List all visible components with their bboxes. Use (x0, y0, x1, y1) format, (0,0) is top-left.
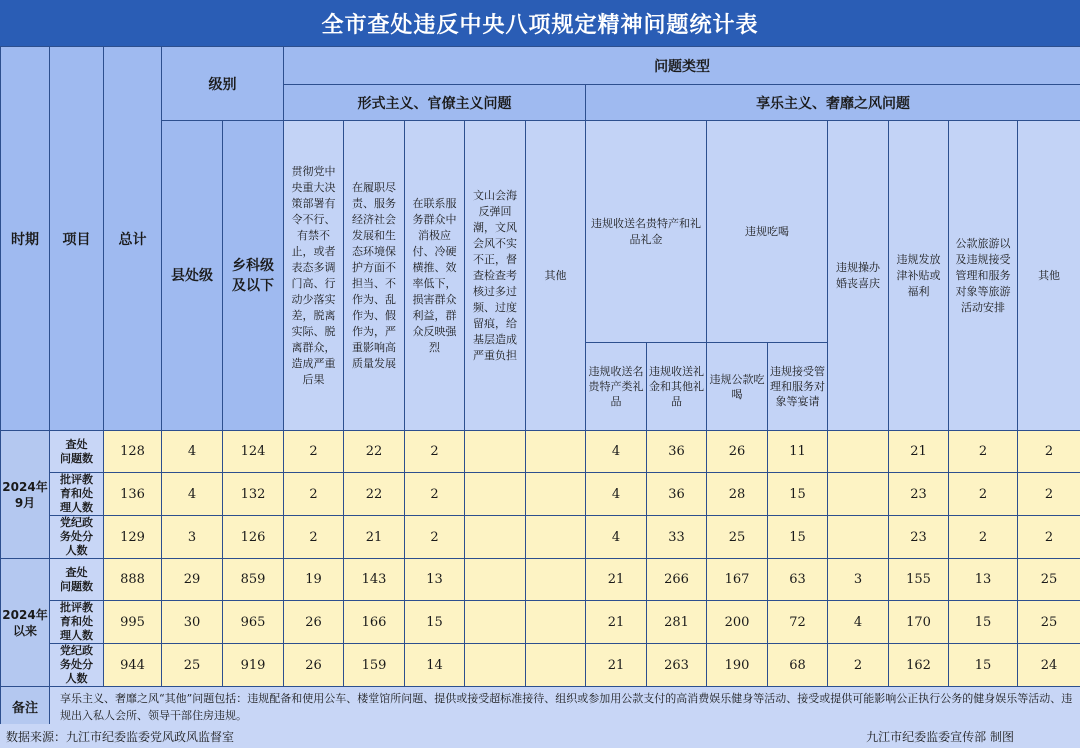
row-item-label: 党纪政 务处分 人数 (50, 516, 104, 559)
value-cell: 21 (586, 559, 647, 601)
value-cell (526, 644, 586, 687)
value-cell (526, 601, 586, 644)
value-cell (465, 601, 526, 644)
value-cell: 23 (889, 473, 949, 516)
value-cell: 2 (405, 431, 465, 473)
value-cell: 22 (344, 473, 405, 516)
header-period: 时期 (1, 47, 50, 431)
value-cell: 888 (104, 559, 162, 601)
value-cell (526, 559, 586, 601)
value-cell: 25 (162, 644, 223, 687)
value-cell: 4 (828, 601, 889, 644)
value-cell (526, 516, 586, 559)
row-item-label: 查处 问题数 (50, 559, 104, 601)
value-cell: 170 (889, 601, 949, 644)
value-cell: 859 (223, 559, 284, 601)
value-cell: 167 (707, 559, 768, 601)
header-dine: 违规吃喝 (707, 121, 828, 343)
statistics-table (0, 46, 1080, 727)
header-gift-2: 违规收送礼金和其他礼品 (647, 343, 707, 431)
value-cell (526, 431, 586, 473)
value-cell: 190 (707, 644, 768, 687)
table-body (1, 431, 1080, 687)
table-row (1, 601, 1080, 644)
value-cell: 2 (828, 644, 889, 687)
value-cell: 166 (344, 601, 405, 644)
value-cell: 72 (768, 601, 828, 644)
period-label: 2024年 9月 (1, 431, 50, 559)
value-cell: 30 (162, 601, 223, 644)
value-cell: 919 (223, 644, 284, 687)
value-cell: 124 (223, 431, 284, 473)
header-formalism-1: 贯彻党中央重大决策部署有令不行、有禁不止，或者表态多调门高、行动少落实差，脱离实际、脱离群众，造成严重后果 (284, 121, 344, 431)
value-cell: 26 (284, 644, 344, 687)
value-cell: 21 (889, 431, 949, 473)
value-cell: 2 (284, 473, 344, 516)
value-cell: 944 (104, 644, 162, 687)
header-dine-2: 违规接受管理和服务对象等宴请 (768, 343, 828, 431)
table-row (1, 559, 1080, 601)
value-cell: 126 (223, 516, 284, 559)
value-cell: 143 (344, 559, 405, 601)
page-title: 全市查处违反中央八项规定精神问题统计表 (0, 0, 1080, 46)
value-cell: 128 (104, 431, 162, 473)
value-cell: 23 (889, 516, 949, 559)
value-cell: 2 (1018, 431, 1080, 473)
data-source: 数据来源：九江市纪委监委党风政风监督室 (6, 730, 235, 744)
header-gift: 违规收送名贵特产和礼品礼金 (586, 121, 707, 343)
value-cell: 3 (828, 559, 889, 601)
value-cell: 21 (586, 644, 647, 687)
row-item-label: 批评教 育和处 理人数 (50, 473, 104, 516)
note-label: 备注 (1, 687, 50, 727)
row-item-label: 查处 问题数 (50, 431, 104, 473)
value-cell: 26 (707, 431, 768, 473)
value-cell: 13 (405, 559, 465, 601)
value-cell: 19 (284, 559, 344, 601)
value-cell: 21 (344, 516, 405, 559)
value-cell: 162 (889, 644, 949, 687)
value-cell: 36 (647, 431, 707, 473)
value-cell: 200 (707, 601, 768, 644)
row-item-label: 党纪政 务处分 人数 (50, 644, 104, 687)
value-cell: 4 (162, 473, 223, 516)
value-cell: 2 (405, 516, 465, 559)
table-row (1, 644, 1080, 687)
value-cell (465, 431, 526, 473)
value-cell (828, 473, 889, 516)
table-row (1, 431, 1080, 473)
value-cell: 129 (104, 516, 162, 559)
value-cell (465, 473, 526, 516)
value-cell: 15 (949, 601, 1018, 644)
header-hedonism: 享乐主义、奢靡之风问题 (586, 85, 1080, 121)
value-cell: 965 (223, 601, 284, 644)
value-cell: 136 (104, 473, 162, 516)
header-problem-type: 问题类型 (284, 47, 1080, 85)
value-cell: 4 (586, 516, 647, 559)
value-cell: 4 (586, 431, 647, 473)
value-cell: 36 (647, 473, 707, 516)
value-cell: 2 (284, 516, 344, 559)
header-gift-1: 违规收送名贵特产类礼品 (586, 343, 647, 431)
credit: 九江市纪委监委宣传部 制图 (866, 730, 1014, 744)
header-dine-1: 违规公款吃喝 (707, 343, 768, 431)
value-cell: 15 (768, 516, 828, 559)
value-cell: 155 (889, 559, 949, 601)
header-formalism-3: 在联系服务群众中消极应付、冷硬横推、效率低下，损害群众利益，群众反映强烈 (405, 121, 465, 431)
header-formalism-other: 其他 (526, 121, 586, 431)
value-cell: 2 (949, 473, 1018, 516)
footer (0, 724, 1080, 748)
value-cell: 15 (405, 601, 465, 644)
period-label: 2024年 以来 (1, 559, 50, 687)
value-cell: 266 (647, 559, 707, 601)
value-cell: 15 (949, 644, 1018, 687)
value-cell (828, 431, 889, 473)
value-cell: 26 (284, 601, 344, 644)
header-level-county: 县处级 (162, 121, 223, 431)
value-cell: 11 (768, 431, 828, 473)
value-cell: 2 (1018, 473, 1080, 516)
header-total: 总计 (104, 47, 162, 431)
value-cell: 22 (344, 431, 405, 473)
row-item-label: 批评教 育和处 理人数 (50, 601, 104, 644)
value-cell: 4 (586, 473, 647, 516)
value-cell (465, 644, 526, 687)
value-cell: 25 (1018, 559, 1080, 601)
value-cell: 281 (647, 601, 707, 644)
value-cell: 15 (768, 473, 828, 516)
value-cell: 2 (284, 431, 344, 473)
header-level-township: 乡科级及以下 (223, 121, 284, 431)
value-cell (465, 559, 526, 601)
value-cell (526, 473, 586, 516)
value-cell: 24 (1018, 644, 1080, 687)
value-cell: 2 (1018, 516, 1080, 559)
value-cell: 995 (104, 601, 162, 644)
header-formalism-2: 在履职尽责、服务经济社会发展和生态环境保护方面不担当、不作为、乱作为、假作为，严重影响高质量发展 (344, 121, 405, 431)
value-cell (828, 516, 889, 559)
value-cell: 63 (768, 559, 828, 601)
value-cell: 13 (949, 559, 1018, 601)
header-hedonism-other: 其他 (1018, 121, 1080, 431)
value-cell (465, 516, 526, 559)
table-row (1, 516, 1080, 559)
value-cell: 132 (223, 473, 284, 516)
value-cell: 25 (707, 516, 768, 559)
header-wedding: 违规操办婚丧喜庆 (828, 121, 889, 431)
value-cell: 33 (647, 516, 707, 559)
value-cell: 21 (586, 601, 647, 644)
header-allowance: 违规发放津补贴或福利 (889, 121, 949, 431)
value-cell: 2 (405, 473, 465, 516)
value-cell: 2 (949, 431, 1018, 473)
value-cell: 14 (405, 644, 465, 687)
table-row (1, 473, 1080, 516)
note-text: 享乐主义、奢靡之风“其他”问题包括：违规配备和使用公车、楼堂馆所问题、提供或接受超标准接待、组织或参加用公款支付的高消费娱乐健身等活动、接受或提供可能影响公正执行公务的健身娱乐等活动、违规出入私人会所、领导干部住房违规。 (50, 687, 1080, 727)
value-cell: 2 (949, 516, 1018, 559)
value-cell: 68 (768, 644, 828, 687)
value-cell: 3 (162, 516, 223, 559)
value-cell: 25 (1018, 601, 1080, 644)
header-item: 项目 (50, 47, 104, 431)
header-level: 级别 (162, 47, 284, 121)
value-cell: 4 (162, 431, 223, 473)
value-cell: 159 (344, 644, 405, 687)
value-cell: 29 (162, 559, 223, 601)
header-formalism-4: 文山会海反弹回潮，文风会风不实不正，督查检查考核过多过频、过度留痕，给基层造成严重负担 (465, 121, 526, 431)
header-travel: 公款旅游以及违规接受管理和服务对象等旅游活动安排 (949, 121, 1018, 431)
value-cell: 28 (707, 473, 768, 516)
header-formalism: 形式主义、官僚主义问题 (284, 85, 586, 121)
value-cell: 263 (647, 644, 707, 687)
